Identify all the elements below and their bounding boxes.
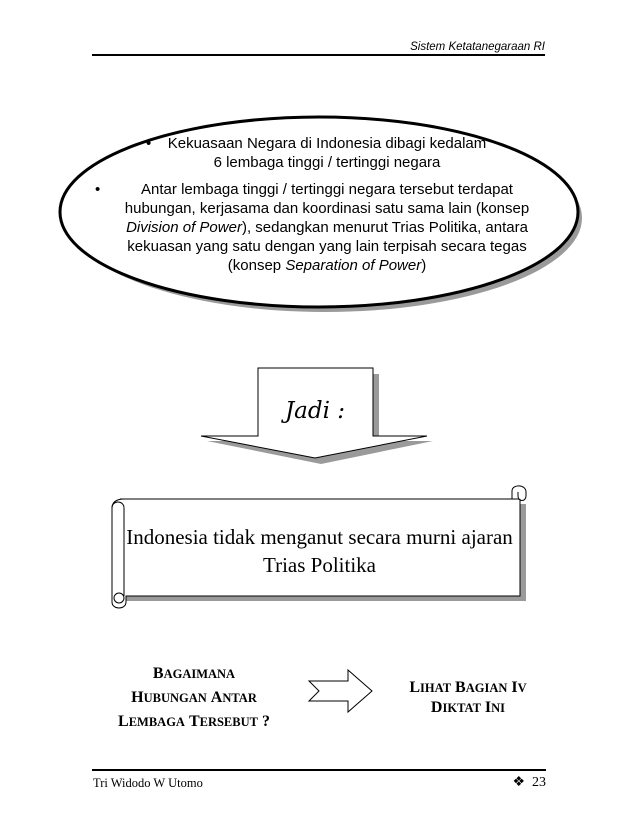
bullet-2-emphasis-2: Separation of Power bbox=[285, 257, 422, 274]
bullet-item-1 bbox=[95, 134, 543, 172]
bullet-1-text: Kekuasaan Negara di Indonesia dibagi kedalam 6 lembaga tinggi / tertinggi negara bbox=[167, 135, 487, 171]
footer-page bbox=[512, 774, 546, 791]
smallcaps-text: LEMBAGA TERSEBUT ? bbox=[118, 713, 270, 730]
footer-author: Tri Widodo W Utomo bbox=[93, 776, 203, 790]
question-line-2 bbox=[94, 686, 294, 710]
bullet-dot-icon: • bbox=[95, 181, 101, 198]
scroll-text: Indonesia tidak menganut secara murni ajaran Trias Politika bbox=[126, 525, 513, 577]
see-section-line-2 bbox=[383, 698, 553, 718]
bullet-2-part2: ), sedangkan menurut Trias Politika, antara kekuasan yang satu dengan yang lain terpisah secara tegas (konsep bbox=[127, 219, 528, 274]
bullet-2-emphasis-1: Division of Power bbox=[126, 219, 242, 236]
arrow-label: Jadi : bbox=[284, 398, 346, 424]
diamond-bullet-icon: ❖ bbox=[512, 775, 525, 790]
smallcaps-text: DIKTAT INI bbox=[430, 699, 506, 716]
smallcaps-text: LIHAT BAGIAN IV bbox=[409, 679, 527, 696]
bullet-dot-icon: • bbox=[146, 135, 152, 152]
ellipse-content bbox=[95, 134, 543, 275]
footer-rule bbox=[92, 769, 546, 771]
see-section-block bbox=[383, 678, 553, 718]
bullet-item-2 bbox=[95, 180, 543, 275]
see-section-line-1 bbox=[383, 678, 553, 698]
question-block bbox=[94, 662, 294, 734]
running-header: Sistem Ketatanegaraan RI bbox=[410, 41, 545, 53]
smallcaps-text: HUBUNGAN ANTAR bbox=[131, 689, 257, 706]
bullet-2-part1: Antar lembaga tinggi / tertinggi negara tersebut terdapat hubungan, kerjasama dan koordinasi satu sama lain (konsep bbox=[124, 181, 530, 217]
bullet-2-part3: ) bbox=[421, 257, 427, 274]
bullet-2-text bbox=[111, 180, 543, 275]
question-line-1 bbox=[94, 662, 294, 686]
right-arrow-shape bbox=[309, 670, 372, 712]
question-line-3 bbox=[94, 710, 294, 734]
smallcaps-text: BAGAIMANA bbox=[152, 665, 236, 682]
page-number: 23 bbox=[532, 775, 546, 790]
